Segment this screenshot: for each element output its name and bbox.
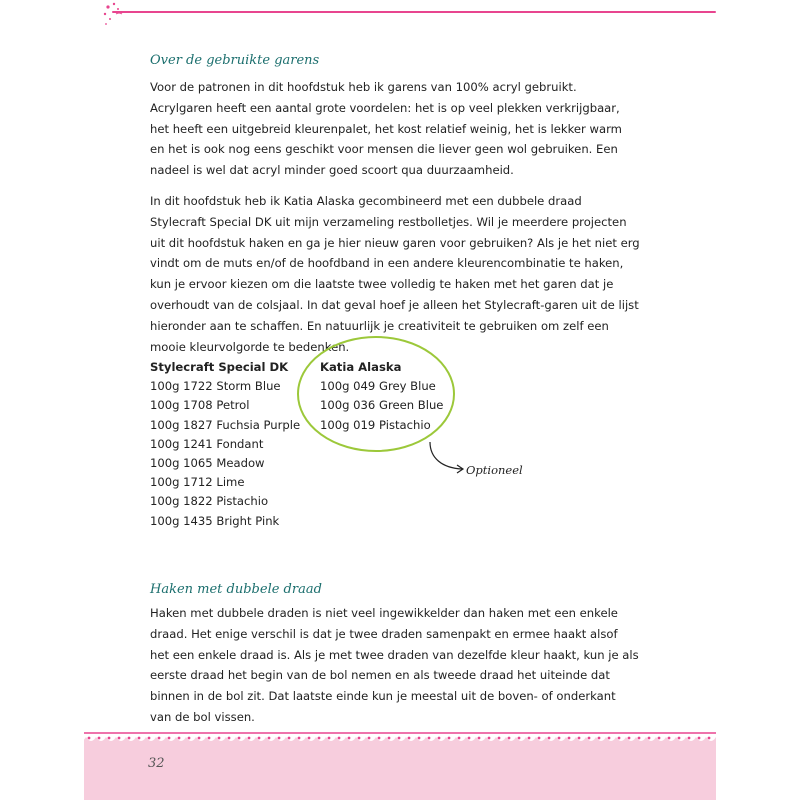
curved-arrow-icon xyxy=(424,440,470,476)
paragraph-double-strand: Haken met dubbele draden is niet veel ingewikkelder dan haken met een enkele draad. Het enige verschil is dat je twee draden samenpakt en ermee haakt alsof het een enkele draad is. Als je met twee draden van dezelfde kleur haakt, kun je als eerste draad het begin van de bol nemen en als tweede draad het uiteinde dat binnen in de bol zit. Dat laatste einde kun je meestal uit de boven- of onderkant van de bol vissen. xyxy=(150,606,639,724)
list-item: 100g 036 Green Blue xyxy=(320,398,444,413)
optional-annotation: Optioneel xyxy=(466,463,523,477)
list-item: 100g 1827 Fuchsia Purple xyxy=(150,417,301,432)
section-heading-yarns: Over de gebruikte garens xyxy=(150,53,320,68)
list-item: 100g 1241 Fondant xyxy=(150,436,264,451)
scallop-border-decoration xyxy=(84,731,716,749)
list-item: 100g 1822 Pistachio xyxy=(150,494,269,509)
list-item: 100g 1435 Bright Pink xyxy=(150,513,280,528)
paragraph-yarn-combination: In dit hoofdstuk heb ik Katia Alaska gecombineerd met een dubbele draad Stylecraft Special DK uit mijn verzameling restbolletjes. Wil je meerdere projecten uit dit hoofdstuk haken en ga je hier nieuw garen voor gebruiken? Als je het niet erg vindt om de muts en/of de hoofdband in een andere kleurencombinatie te haken, kun je ervoor kiezen om die laatste twee volledig te haken met het garen dat je overhoudt van de colsjaal. In dat geval hoef je alleen het Stylecraft-garen uit de lijst hieronder aan te schaffen. En natuurlijk je creativiteit te gebruiken om zelf een mooie kleurvolgorde te bedenken. xyxy=(150,194,640,354)
stylecraft-yarn-list xyxy=(150,358,300,531)
list-item: 100g 1065 Meadow xyxy=(150,456,265,471)
paragraph-yarn-intro: Voor de patronen in dit hoofdstuk heb ik garens van 100% acryl gebruikt. Acrylgaren heeft een aantal grote voordelen: het is op veel plekken verkrijgbaar, het heeft een uitgebreid kleurenpalet, het kost relatief weinig, het is lekker warm en het is ook nog eens geschikt voor mensen die liever geen wol gebruiken. Een nadeel is wel dat acryl minder goed scoort qua duurzaamheid. xyxy=(150,80,622,178)
page-number: 32 xyxy=(148,756,165,771)
top-rule xyxy=(112,11,716,13)
list-item: 100g 1712 Lime xyxy=(150,475,245,490)
section-heading-double-strand: Haken met dubbele draad xyxy=(150,582,322,597)
katia-yarn-list xyxy=(320,358,443,435)
list-item: 100g 019 Pistachio xyxy=(320,417,431,432)
list-item: 100g 1722 Storm Blue xyxy=(150,379,281,394)
sparkle-decoration-icon xyxy=(96,0,136,32)
list-item: 100g 1708 Petrol xyxy=(150,398,250,413)
katia-list-title: Katia Alaska xyxy=(320,360,402,374)
stylecraft-list-title: Stylecraft Special DK xyxy=(150,360,289,374)
list-item: 100g 049 Grey Blue xyxy=(320,379,436,394)
